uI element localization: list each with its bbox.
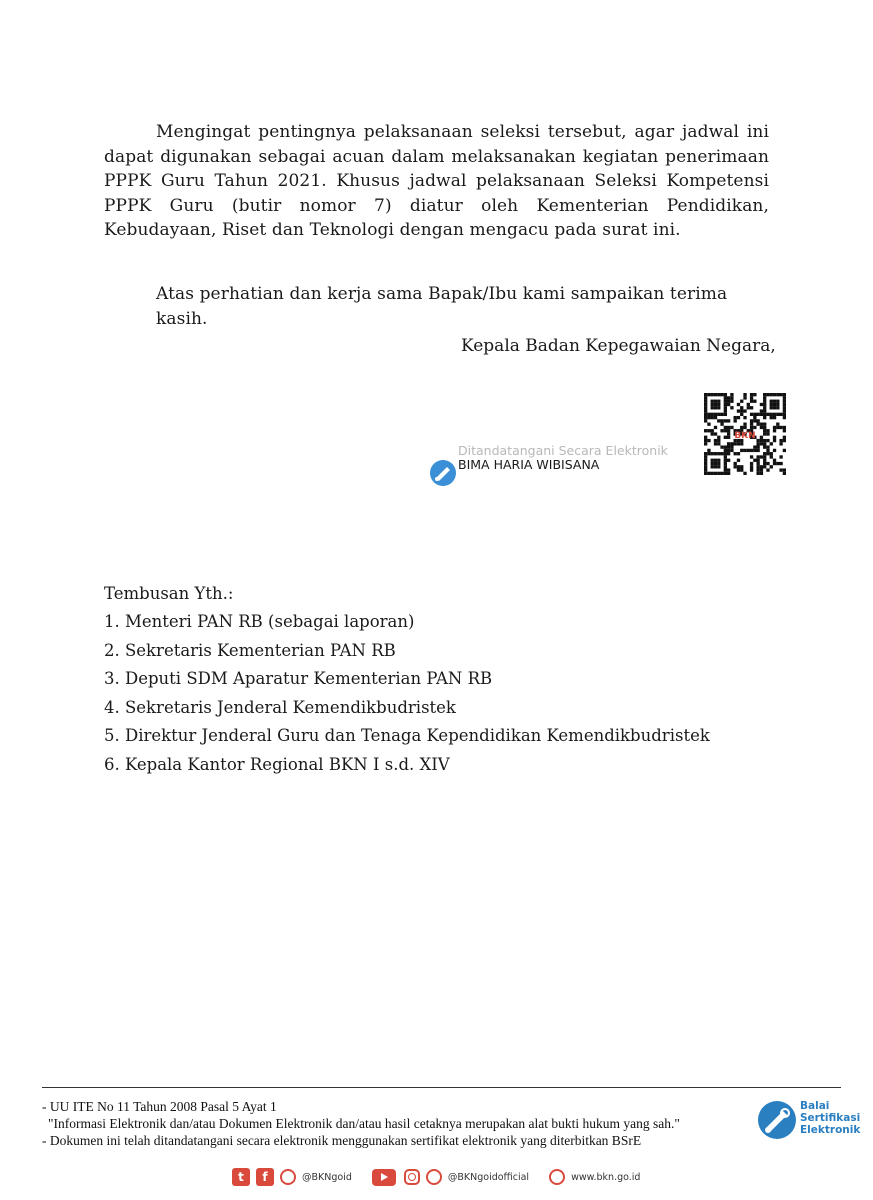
twitter-icon[interactable]: t <box>232 1168 250 1186</box>
cc-item: 4. Sekretaris Jenderal Kemendikbudristek <box>104 697 456 717</box>
facebook-icon[interactable]: f <box>256 1168 274 1186</box>
body-paragraph-2: Atas perhatian dan kerja sama Bapak/Ibu kami sampaikan terima kasih. <box>156 284 728 329</box>
cc-item: 6. Kepala Kantor Regional BKN I s.d. XIV <box>104 754 450 774</box>
qr-code-icon <box>704 393 786 475</box>
esign-label: Ditandatangani Secara Elektronik <box>458 443 668 458</box>
cc-item: 5. Direktur Jenderal Guru dan Tenaga Kependidikan Kemendikbudristek <box>104 726 710 745</box>
cc-list <box>104 611 710 782</box>
signer-name: BIMA HARIA WIBISANA <box>458 457 600 472</box>
bsre-name: Balai Sertifikasi Elektronik <box>800 1100 861 1136</box>
body-paragraph-1: Mengingat pentingnya pelaksanaan seleksi tersebut, agar jadwal ini dapat digunakan sebagai acuan dalam melaksanakan kegiatan penerimaan PPPK Guru Tahun 2021. Khusus jadwal pelaksanaan Seleksi Kompetensi PPPK Guru (butir nomor 7) diatur oleh Kementerian Pendidikan, Kebudayaan, Riset dan Teknologi dengan mengacu pada surat ini. <box>104 122 769 240</box>
at-icon <box>280 1169 296 1185</box>
cc-item: 2. Sekretaris Kementerian PAN RB <box>104 640 396 660</box>
youtube-instagram-handle[interactable]: @BKNgoidofficial <box>447 1171 530 1183</box>
twitter-facebook-handle[interactable]: @BKNgoid <box>302 1171 352 1183</box>
footer-note-certificate: - Dokumen ini telah ditandatangani secara elektronik menggunakan sertifikat elektronik yang diterbitkan BSrE <box>42 1133 642 1148</box>
website-link[interactable]: www.bkn.go.id <box>571 1171 641 1183</box>
globe-icon <box>549 1169 565 1185</box>
at-icon <box>426 1169 442 1185</box>
footer-note-law: - UU ITE No 11 Tahun 2008 Pasal 5 Ayat 1 <box>42 1099 277 1114</box>
cc-item: 3. Deputi SDM Aparatur Kementerian PAN RB <box>104 669 493 688</box>
cc-title: Tembusan Yth.: <box>104 584 234 603</box>
instagram-icon[interactable] <box>404 1169 420 1185</box>
qr-overlay-text: BKN <box>734 431 756 441</box>
footer-note-quote: "Informasi Elektronik dan/atau Dokumen Elektronik dan/atau hasil cetaknya merupakan alat bukti hukum yang sah." <box>48 1116 680 1131</box>
esign-logo-icon <box>429 459 457 487</box>
social-links <box>232 1166 640 1188</box>
cc-item: 1. Menteri PAN RB (sebagai laporan) <box>104 612 415 631</box>
signer-title: Kepala Badan Kepegawaian Negara, <box>461 336 776 356</box>
youtube-icon[interactable] <box>372 1169 396 1186</box>
footer-divider <box>42 1087 841 1088</box>
